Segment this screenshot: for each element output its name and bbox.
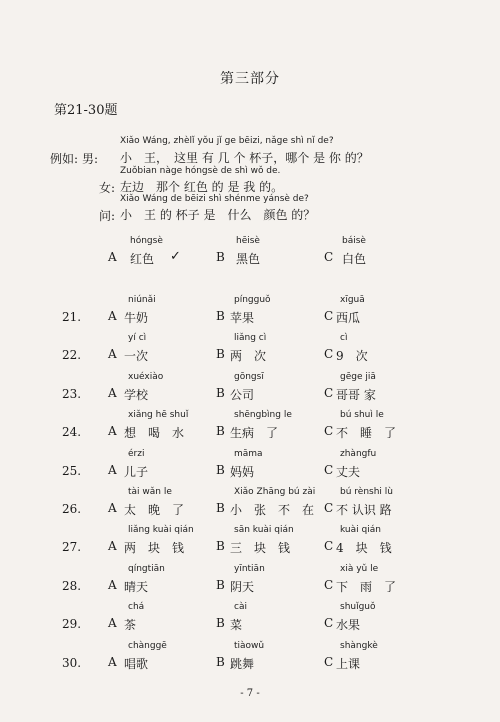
question-row bbox=[0, 370, 500, 410]
option-letter: B bbox=[216, 539, 225, 554]
option-pinyin: shuǐguǒ bbox=[340, 602, 376, 613]
option-c[interactable] bbox=[324, 293, 454, 333]
example-pinyin: Xiǎo Wáng de bēizi shì shénme yánsè de? bbox=[120, 194, 309, 204]
example-speaker: 男: bbox=[82, 152, 99, 166]
option-pinyin: kuài qián bbox=[340, 525, 381, 536]
option-letter: A bbox=[108, 462, 117, 477]
option-c[interactable] bbox=[324, 562, 454, 602]
option-pinyin: xuéxiào bbox=[128, 371, 164, 382]
option-hanzi: 哥哥 家 bbox=[336, 387, 376, 402]
option-pinyin: chànggē bbox=[128, 640, 167, 651]
option-hanzi: 菜 bbox=[230, 618, 243, 633]
question-number: 22. bbox=[62, 348, 82, 363]
option-hanzi: 妈妈 bbox=[230, 464, 255, 479]
option-letter: B bbox=[216, 616, 225, 631]
option-pinyin: cài bbox=[234, 602, 247, 613]
option-hanzi: 黑色 bbox=[236, 252, 261, 266]
option-letter: C bbox=[324, 577, 334, 592]
option-hanzi: 9 次 bbox=[336, 349, 368, 364]
option-letter: C bbox=[324, 462, 334, 477]
option-c[interactable] bbox=[324, 600, 454, 640]
option-hanzi: 想 喝 水 bbox=[124, 426, 185, 441]
option-pinyin: niúnǎi bbox=[128, 295, 156, 305]
option-pinyin: píngguǒ bbox=[234, 295, 271, 305]
option-letter: A bbox=[108, 309, 117, 323]
question-number: 30. bbox=[62, 655, 82, 670]
option-c[interactable] bbox=[324, 331, 454, 371]
question-row bbox=[0, 523, 500, 563]
example-speaker: 女: bbox=[99, 181, 116, 195]
example-label: 例如: bbox=[50, 152, 79, 166]
option-pinyin: xià yǔ le bbox=[340, 563, 379, 574]
option-hanzi: 苹果 bbox=[230, 311, 255, 325]
option-c[interactable] bbox=[324, 408, 454, 448]
option-hanzi: 水果 bbox=[336, 618, 361, 633]
option-letter: C bbox=[324, 539, 334, 554]
option-letter: C bbox=[324, 347, 334, 362]
question-row bbox=[0, 639, 500, 679]
example-options bbox=[0, 234, 500, 274]
option-letter: A bbox=[108, 250, 117, 264]
option-hanzi: 两 次 bbox=[230, 349, 267, 364]
option-hanzi: 唱歌 bbox=[124, 656, 149, 671]
question-number: 21. bbox=[62, 310, 82, 324]
question-number: 27. bbox=[62, 540, 82, 555]
option-letter: C bbox=[324, 501, 334, 515]
option-pinyin: érzi bbox=[128, 448, 145, 459]
option-hanzi: 两 块 钱 bbox=[124, 541, 185, 556]
option-hanzi: 白色 bbox=[342, 252, 367, 266]
example-pinyin: Zuǒbian nàge hóngsè de shì wǒ de. bbox=[120, 166, 281, 176]
option-pinyin: bú rènshi lù bbox=[340, 487, 393, 497]
option-letter: B bbox=[216, 309, 225, 323]
page-number: - 7 - bbox=[240, 688, 260, 699]
option-pinyin: xiǎng hē shuǐ bbox=[128, 410, 189, 421]
option-pinyin: sān kuài qián bbox=[234, 525, 294, 536]
option-pinyin: xīguā bbox=[340, 295, 365, 305]
option-letter: B bbox=[216, 577, 225, 592]
option-hanzi: 西瓜 bbox=[336, 311, 361, 325]
option-pinyin: yí cì bbox=[128, 333, 147, 344]
part-title: 第三部分 bbox=[220, 71, 280, 87]
option-pinyin: zhàngfu bbox=[340, 448, 377, 459]
question-number: 23. bbox=[62, 386, 82, 401]
option-pinyin: tài wǎn le bbox=[128, 487, 172, 497]
option-pinyin: chá bbox=[128, 602, 145, 613]
option-c[interactable] bbox=[324, 523, 454, 563]
option-hanzi: 跳舞 bbox=[230, 656, 255, 671]
option-pinyin: gōngsī bbox=[234, 371, 264, 382]
example-hanzi: 小 王 的 杯子 是 什么 颜色 的？ bbox=[120, 208, 316, 222]
example-hanzi: 小 王， 这里 有 几 个 杯子，哪个 是 你 的？ bbox=[120, 151, 369, 165]
option-hanzi: 上课 bbox=[336, 656, 361, 671]
option-letter: A bbox=[108, 616, 117, 631]
example-hanzi: 左边 那个 红色 的 是 我 的。 bbox=[120, 180, 284, 194]
option-pinyin: hēisè bbox=[236, 236, 260, 246]
option-letter: A bbox=[108, 424, 117, 439]
option-hanzi: 红色 bbox=[130, 252, 155, 266]
option-pinyin: Xiǎo Zhāng bú zài bbox=[234, 487, 316, 497]
option-hanzi: 晴天 bbox=[124, 579, 149, 594]
option-hanzi: 公司 bbox=[230, 387, 255, 402]
option-letter: B bbox=[216, 462, 225, 477]
question-row bbox=[0, 485, 500, 525]
question-row bbox=[0, 562, 500, 602]
option-c[interactable] bbox=[324, 447, 454, 487]
option-pinyin: liǎng kuài qián bbox=[128, 525, 194, 536]
option-letter: C bbox=[324, 654, 334, 669]
question-row bbox=[0, 331, 500, 371]
option-hanzi: 三 块 钱 bbox=[230, 541, 291, 556]
option-letter: A bbox=[108, 385, 117, 400]
option-hanzi: 4 块 钱 bbox=[336, 541, 392, 556]
option-hanzi: 不 睡 了 bbox=[336, 426, 397, 441]
option-pinyin: shàngkè bbox=[340, 640, 378, 651]
example-speaker: 问: bbox=[99, 209, 116, 223]
question-row bbox=[0, 600, 500, 640]
option-hanzi: 下 雨 了 bbox=[336, 579, 397, 594]
option-letter: B bbox=[216, 385, 225, 400]
option-letter: C bbox=[324, 309, 334, 323]
option-letter: A bbox=[108, 347, 117, 362]
option-letter: A bbox=[108, 501, 117, 515]
option-pinyin: báisè bbox=[342, 236, 366, 246]
option-pinyin: shēngbìng le bbox=[234, 410, 292, 421]
option-letter: B bbox=[216, 654, 225, 669]
option-letter: C bbox=[324, 424, 334, 439]
option-letter: B bbox=[216, 424, 225, 439]
example-pinyin: Xiǎo Wáng, zhèlǐ yǒu jǐ ge bēizi, nǎge shì nǐ de? bbox=[120, 136, 334, 146]
option-letter: A bbox=[108, 539, 117, 554]
option-letter: A bbox=[108, 654, 117, 669]
option-hanzi: 牛奶 bbox=[124, 311, 149, 325]
question-number: 28. bbox=[62, 578, 82, 593]
question-row bbox=[0, 447, 500, 487]
option-hanzi: 丈夫 bbox=[336, 464, 361, 479]
option-letter: C bbox=[324, 385, 334, 400]
option-pinyin: cì bbox=[340, 333, 348, 344]
example-option-c bbox=[324, 234, 454, 274]
option-hanzi: 太 晚 了 bbox=[124, 503, 185, 517]
option-pinyin: bú shuì le bbox=[340, 410, 384, 421]
option-pinyin: gēge jiā bbox=[340, 371, 376, 382]
question-row bbox=[0, 293, 500, 333]
option-hanzi: 小 张 不 在 bbox=[230, 503, 315, 517]
question-number: 24. bbox=[62, 425, 82, 440]
question-number: 25. bbox=[62, 463, 82, 478]
question-number: 29. bbox=[62, 617, 82, 632]
option-letter: B bbox=[216, 501, 225, 515]
option-pinyin: liǎng cì bbox=[234, 333, 267, 344]
option-hanzi: 生病 了 bbox=[230, 426, 279, 441]
option-hanzi: 阴天 bbox=[230, 579, 255, 594]
option-c[interactable] bbox=[324, 370, 454, 410]
option-pinyin: qíngtiān bbox=[128, 563, 165, 574]
question-row bbox=[0, 408, 500, 448]
option-c[interactable] bbox=[324, 485, 454, 525]
option-c[interactable] bbox=[324, 639, 454, 679]
option-hanzi: 儿子 bbox=[124, 464, 149, 479]
option-letter: C bbox=[324, 250, 334, 264]
option-hanzi: 茶 bbox=[124, 618, 137, 633]
option-letter: C bbox=[324, 616, 334, 631]
option-letter: B bbox=[216, 250, 225, 264]
option-hanzi: 不 认识 路 bbox=[336, 503, 392, 517]
check-mark-icon: ✓ bbox=[170, 249, 181, 264]
option-pinyin: tiàowǔ bbox=[234, 640, 265, 651]
option-pinyin: māma bbox=[234, 448, 263, 459]
question-number: 26. bbox=[62, 502, 82, 516]
option-pinyin: yīntiān bbox=[234, 563, 265, 574]
section-label: 第21-30题 bbox=[54, 103, 118, 118]
option-letter: A bbox=[108, 577, 117, 592]
option-pinyin: hóngsè bbox=[130, 236, 163, 246]
option-letter: B bbox=[216, 347, 225, 362]
option-hanzi: 学校 bbox=[124, 387, 149, 402]
option-hanzi: 一次 bbox=[124, 349, 149, 364]
